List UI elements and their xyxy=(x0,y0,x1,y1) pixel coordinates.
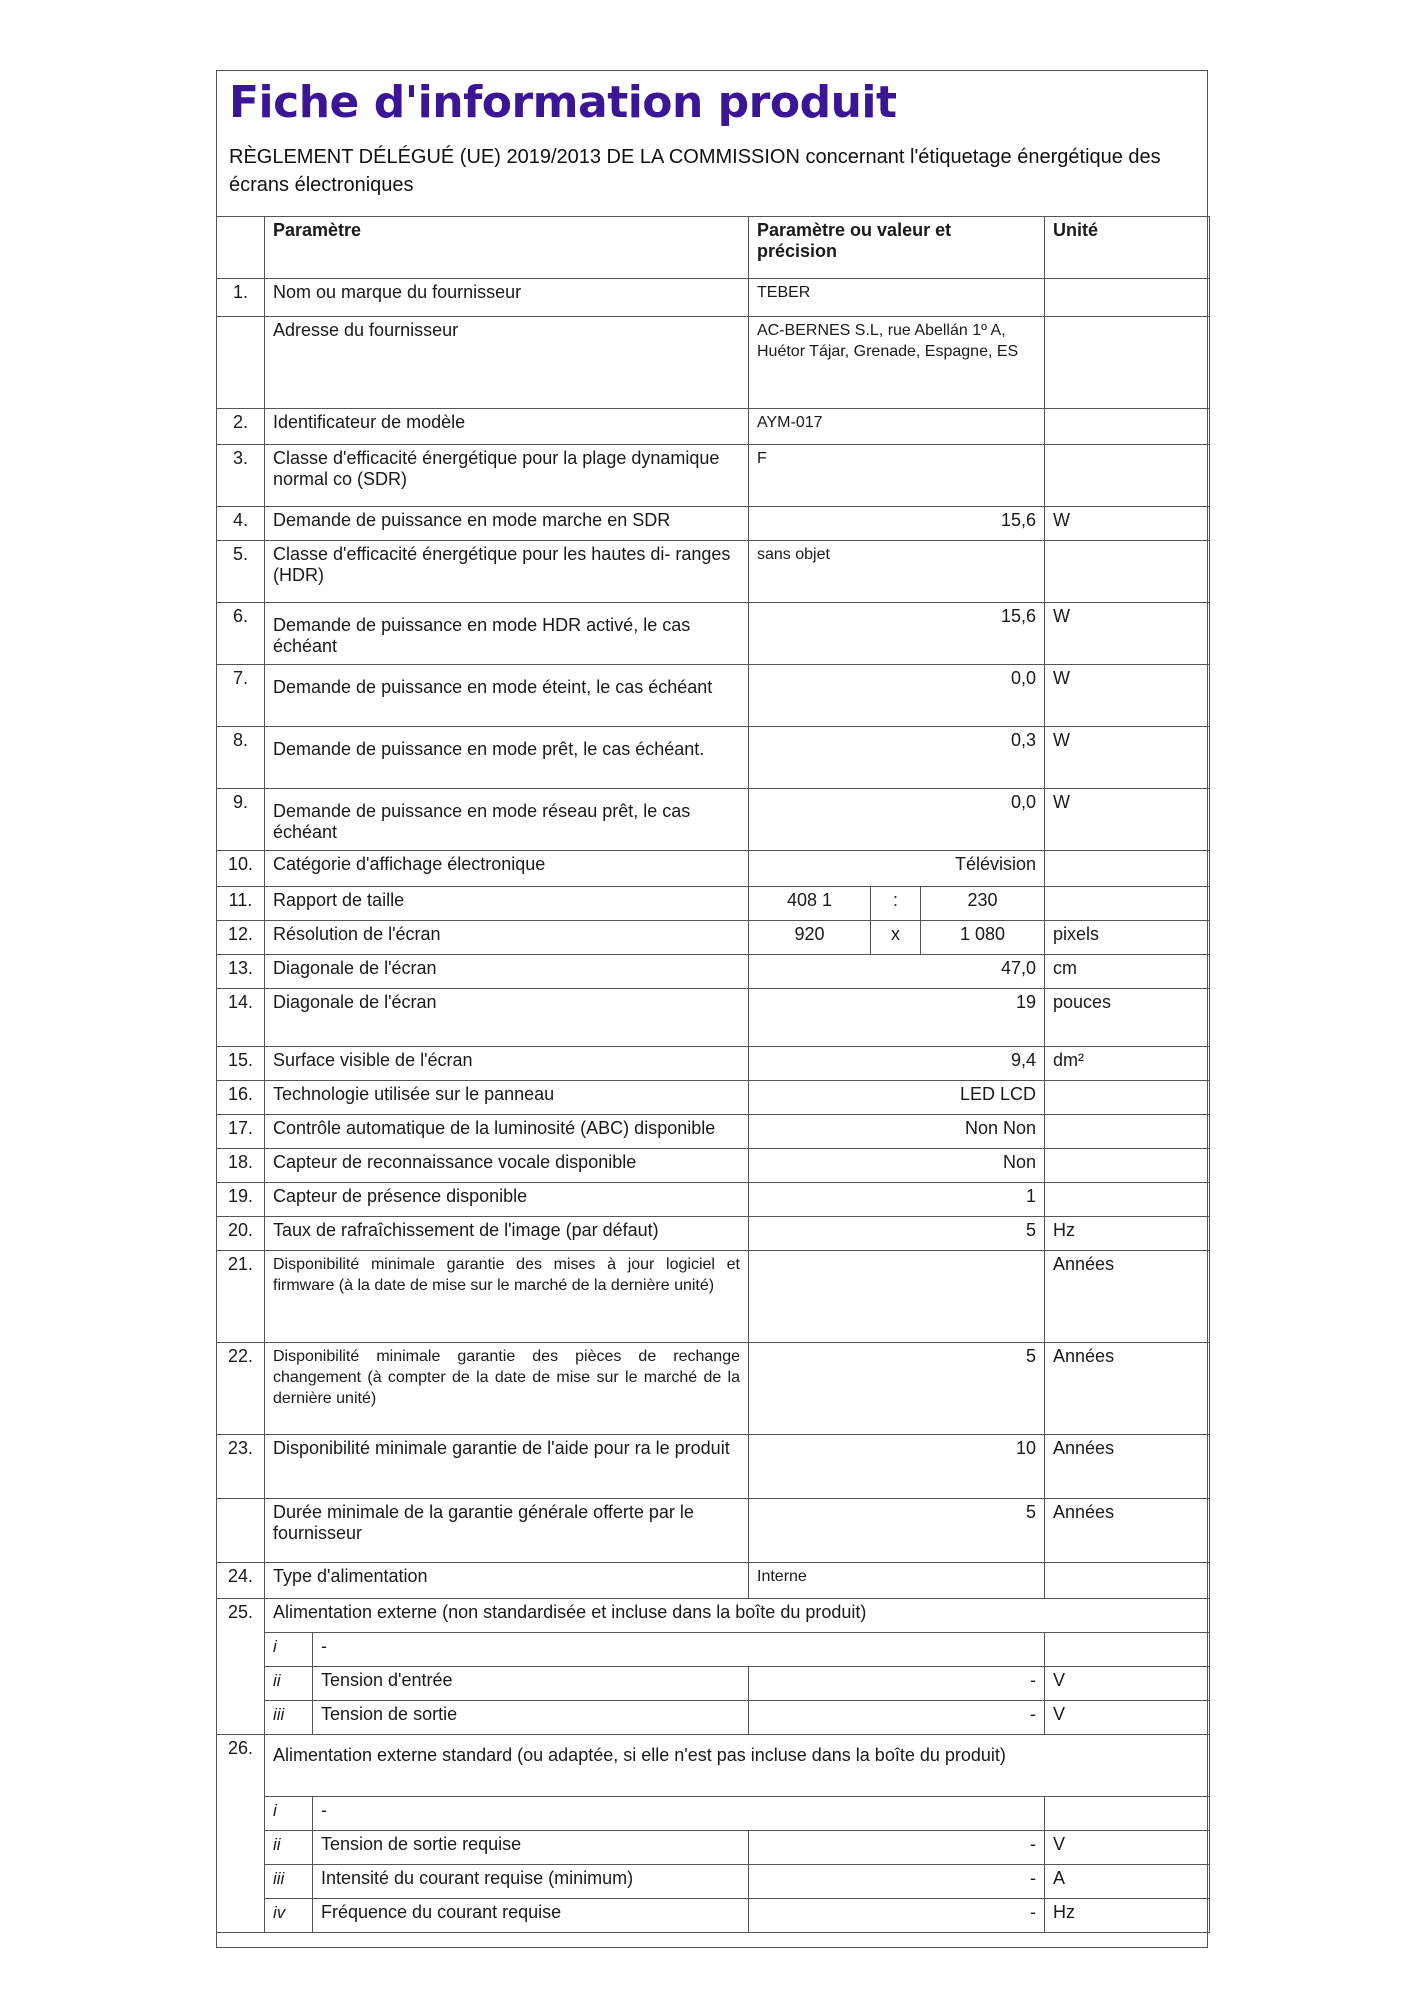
row-unit: Années xyxy=(1045,1435,1210,1499)
sub-item-value: - xyxy=(749,1701,1045,1735)
row-parameter-label: Demande de puissance en mode éteint, le cas échéant xyxy=(265,665,749,727)
sub-item-unit: V xyxy=(1045,1701,1210,1735)
sub-item-row xyxy=(217,1797,1210,1831)
table-row xyxy=(217,409,1210,445)
sub-item-row xyxy=(217,1633,1210,1667)
row-value: AC-BERNES S.L, rue Abellán 1º A, Huétor Tájar, Grenade, Espagne, ES xyxy=(749,317,1045,409)
section-26-label: Alimentation externe standard (ou adaptée, si elle n'est pas incluse dans la boîte du produit) xyxy=(265,1735,1210,1797)
row-parameter-label: Technologie utilisée sur le panneau xyxy=(265,1081,749,1115)
row-value: 0,3 xyxy=(749,727,1045,789)
table-row xyxy=(217,317,1210,409)
row-unit: Années xyxy=(1045,1343,1210,1435)
row-unit: cm xyxy=(1045,955,1210,989)
row-parameter-label: Durée minimale de la garantie générale offerte par le fournisseur xyxy=(265,1499,749,1563)
table-row xyxy=(217,279,1210,317)
table-row xyxy=(217,1251,1210,1343)
row-value xyxy=(749,1251,1045,1343)
row-number: 19. xyxy=(217,1183,265,1217)
row-parameter-label: Demande de puissance en mode marche en SDR xyxy=(265,507,749,541)
row-parameter-label: Résolution de l'écran xyxy=(265,921,749,955)
sub-item-unit: Hz xyxy=(1045,1899,1210,1933)
row-value: 0,0 xyxy=(749,789,1045,851)
row-number: 14. xyxy=(217,989,265,1047)
table-row xyxy=(217,1343,1210,1435)
row-value: 47,0 xyxy=(749,955,1045,989)
section-25-label: Alimentation externe (non standardisée et incluse dans la boîte du produit) xyxy=(265,1599,1210,1633)
row-number: 3. xyxy=(217,445,265,507)
row-number: 6. xyxy=(217,603,265,665)
row-number: 21. xyxy=(217,1251,265,1343)
section-25-header-row xyxy=(217,1599,1210,1633)
sub-item-label: Tension de sortie xyxy=(313,1701,749,1735)
row-number: 1. xyxy=(217,279,265,317)
row-value: 19 xyxy=(749,989,1045,1047)
row-number: 17. xyxy=(217,1115,265,1149)
row-value: F xyxy=(749,445,1045,507)
row-value: 0,0 xyxy=(749,665,1045,727)
row-value: 15,6 xyxy=(749,507,1045,541)
row-value: 15,6 xyxy=(749,603,1045,665)
row-value: Non xyxy=(749,1149,1045,1183)
row-parameter-label: Diagonale de l'écran xyxy=(265,989,749,1047)
table-row xyxy=(217,1081,1210,1115)
row-parameter-label: Capteur de reconnaissance vocale disponible xyxy=(265,1149,749,1183)
table-row xyxy=(217,789,1210,851)
row-number: 10. xyxy=(217,851,265,887)
sub-item-unit xyxy=(1045,1797,1210,1831)
row-unit: W xyxy=(1045,727,1210,789)
sub-item-value: - xyxy=(749,1899,1045,1933)
row-unit xyxy=(1045,1081,1210,1115)
sub-item-label: Intensité du courant requise (minimum) xyxy=(313,1865,749,1899)
row-value: Télévision xyxy=(749,851,1045,887)
value-part-2: 230 xyxy=(921,887,1045,921)
sub-item-index: iv xyxy=(265,1899,313,1933)
row-value: 10 xyxy=(749,1435,1045,1499)
row-number: 9. xyxy=(217,789,265,851)
row-number: 26. xyxy=(217,1735,265,1933)
row-value: 9,4 xyxy=(749,1047,1045,1081)
row-number: 13. xyxy=(217,955,265,989)
value-separator: x xyxy=(871,921,921,955)
sub-item-index: ii xyxy=(265,1667,313,1701)
sub-item-row xyxy=(217,1865,1210,1899)
sub-item-unit: V xyxy=(1045,1667,1210,1701)
table-row xyxy=(217,1047,1210,1081)
row-parameter-label: Diagonale de l'écran xyxy=(265,955,749,989)
row-unit xyxy=(1045,887,1210,921)
value-separator: : xyxy=(871,887,921,921)
sub-item-label: Tension de sortie requise xyxy=(313,1831,749,1865)
row-unit: Années xyxy=(1045,1499,1210,1563)
row-parameter-label: Demande de puissance en mode HDR activé, le cas échéant xyxy=(265,603,749,665)
table-row xyxy=(217,541,1210,603)
header-num-cell xyxy=(217,217,265,279)
value-part-1: 408 1 xyxy=(749,887,871,921)
row-number: 24. xyxy=(217,1563,265,1599)
value-part-2: 1 080 xyxy=(921,921,1045,955)
regulation-subtitle: RÈGLEMENT DÉLÉGUÉ (UE) 2019/2013 DE LA COMMISSION concernant l'étiquetage énergétique des écrans électroniques xyxy=(229,146,1161,196)
table-row xyxy=(217,445,1210,507)
row-number: 23. xyxy=(217,1435,265,1499)
row-parameter-label: Catégorie d'affichage électronique xyxy=(265,851,749,887)
row-number: 12. xyxy=(217,921,265,955)
row-unit: dm² xyxy=(1045,1047,1210,1081)
table-header-row xyxy=(217,217,1210,279)
sub-item-row xyxy=(217,1667,1210,1701)
row-parameter-label: Demande de puissance en mode réseau prêt, le cas échéant xyxy=(265,789,749,851)
row-parameter-label: Demande de puissance en mode prêt, le cas échéant. xyxy=(265,727,749,789)
row-parameter-label: Disponibilité minimale garantie des mises à jour logiciel et firmware (à la date de mise sur le marché de la dernière unité) xyxy=(265,1251,749,1343)
row-number: 11. xyxy=(217,887,265,921)
row-unit: W xyxy=(1045,665,1210,727)
row-number xyxy=(217,1499,265,1563)
row-parameter-label: Nom ou marque du fournisseur xyxy=(265,279,749,317)
sub-item-value: - xyxy=(749,1865,1045,1899)
row-unit xyxy=(1045,1115,1210,1149)
sub-item-unit: V xyxy=(1045,1831,1210,1865)
row-number: 2. xyxy=(217,409,265,445)
row-number: 25. xyxy=(217,1599,265,1735)
table-row xyxy=(217,851,1210,887)
row-number: 16. xyxy=(217,1081,265,1115)
row-parameter-label: Taux de rafraîchissement de l'image (par défaut) xyxy=(265,1217,749,1251)
row-value: Interne xyxy=(749,1563,1045,1599)
row-number: 18. xyxy=(217,1149,265,1183)
product-information-sheet xyxy=(216,70,1208,1948)
row-number: 15. xyxy=(217,1047,265,1081)
row-value: sans objet xyxy=(749,541,1045,603)
table-row xyxy=(217,955,1210,989)
sub-item-index: iii xyxy=(265,1701,313,1735)
row-unit xyxy=(1045,1183,1210,1217)
row-unit xyxy=(1045,409,1210,445)
row-number: 20. xyxy=(217,1217,265,1251)
row-value: AYM-017 xyxy=(749,409,1045,445)
row-number: 8. xyxy=(217,727,265,789)
sub-item-unit: A xyxy=(1045,1865,1210,1899)
table-row xyxy=(217,1149,1210,1183)
row-number: 5. xyxy=(217,541,265,603)
table-row xyxy=(217,1435,1210,1499)
table-row xyxy=(217,887,1210,921)
parameter-table xyxy=(216,216,1210,1933)
row-unit: Hz xyxy=(1045,1217,1210,1251)
row-unit xyxy=(1045,541,1210,603)
row-value: 1 xyxy=(749,1183,1045,1217)
sub-item-row xyxy=(217,1701,1210,1735)
row-value: 5 xyxy=(749,1217,1045,1251)
row-value: TEBER xyxy=(749,279,1045,317)
row-unit: W xyxy=(1045,789,1210,851)
table-row xyxy=(217,1183,1210,1217)
row-parameter-label: Classe d'efficacité énergétique pour la plage dynamique normal co (SDR) xyxy=(265,445,749,507)
row-parameter-label: Type d'alimentation xyxy=(265,1563,749,1599)
row-unit: W xyxy=(1045,507,1210,541)
row-number: 7. xyxy=(217,665,265,727)
table-row xyxy=(217,1499,1210,1563)
sub-item-unit xyxy=(1045,1633,1210,1667)
sub-item-label: - xyxy=(313,1633,1045,1667)
table-row xyxy=(217,989,1210,1047)
column-header-value: Paramètre ou valeur et précision xyxy=(749,217,1045,279)
sub-item-index: i xyxy=(265,1633,313,1667)
table-row xyxy=(217,507,1210,541)
row-parameter-label: Rapport de taille xyxy=(265,887,749,921)
table-row xyxy=(217,603,1210,665)
sub-item-label: Fréquence du courant requise xyxy=(313,1899,749,1933)
sub-item-value: - xyxy=(749,1667,1045,1701)
row-number xyxy=(217,317,265,409)
row-value: LED LCD xyxy=(749,1081,1045,1115)
sub-item-label: Tension d'entrée xyxy=(313,1667,749,1701)
row-unit: W xyxy=(1045,603,1210,665)
table-row xyxy=(217,727,1210,789)
row-number: 4. xyxy=(217,507,265,541)
row-unit xyxy=(1045,1149,1210,1183)
row-unit: pouces xyxy=(1045,989,1210,1047)
row-unit: Années xyxy=(1045,1251,1210,1343)
row-value: 5 xyxy=(749,1499,1045,1563)
row-parameter-label: Identificateur de modèle xyxy=(265,409,749,445)
sub-item-index: ii xyxy=(265,1831,313,1865)
sub-item-value: - xyxy=(749,1831,1045,1865)
row-parameter-label: Disponibilité minimale garantie de l'aide pour ra le produit xyxy=(265,1435,749,1499)
row-unit xyxy=(1045,317,1210,409)
sub-item-index: iii xyxy=(265,1865,313,1899)
row-parameter-label: Classe d'efficacité énergétique pour les hautes di- ranges (HDR) xyxy=(265,541,749,603)
sub-item-row xyxy=(217,1899,1210,1933)
row-parameter-label: Capteur de présence disponible xyxy=(265,1183,749,1217)
table-row xyxy=(217,665,1210,727)
value-part-1: 920 xyxy=(749,921,871,955)
row-value: 5 xyxy=(749,1343,1045,1435)
row-parameter-label: Contrôle automatique de la luminosité (ABC) disponible xyxy=(265,1115,749,1149)
row-parameter-label: Disponibilité minimale garantie des pièces de rechange changement (à compter de la date de mise sur le marché de la dernière unité) xyxy=(265,1343,749,1435)
row-value: Non Non xyxy=(749,1115,1045,1149)
row-unit xyxy=(1045,279,1210,317)
sub-item-index: i xyxy=(265,1797,313,1831)
column-header-parameter: Paramètre xyxy=(265,217,749,279)
row-unit xyxy=(1045,1563,1210,1599)
row-parameter-label: Adresse du fournisseur xyxy=(265,317,749,409)
sub-item-label: - xyxy=(313,1797,1045,1831)
row-parameter-label: Surface visible de l'écran xyxy=(265,1047,749,1081)
table-row xyxy=(217,921,1210,955)
section-26-header-row xyxy=(217,1735,1210,1797)
row-number: 22. xyxy=(217,1343,265,1435)
table-row xyxy=(217,1115,1210,1149)
row-unit: pixels xyxy=(1045,921,1210,955)
sub-item-row xyxy=(217,1831,1210,1865)
table-row xyxy=(217,1563,1210,1599)
column-header-unit: Unité xyxy=(1045,217,1210,279)
table-row xyxy=(217,1217,1210,1251)
page-title: Fiche d'information produit xyxy=(229,77,897,128)
row-unit xyxy=(1045,851,1210,887)
row-unit xyxy=(1045,445,1210,507)
